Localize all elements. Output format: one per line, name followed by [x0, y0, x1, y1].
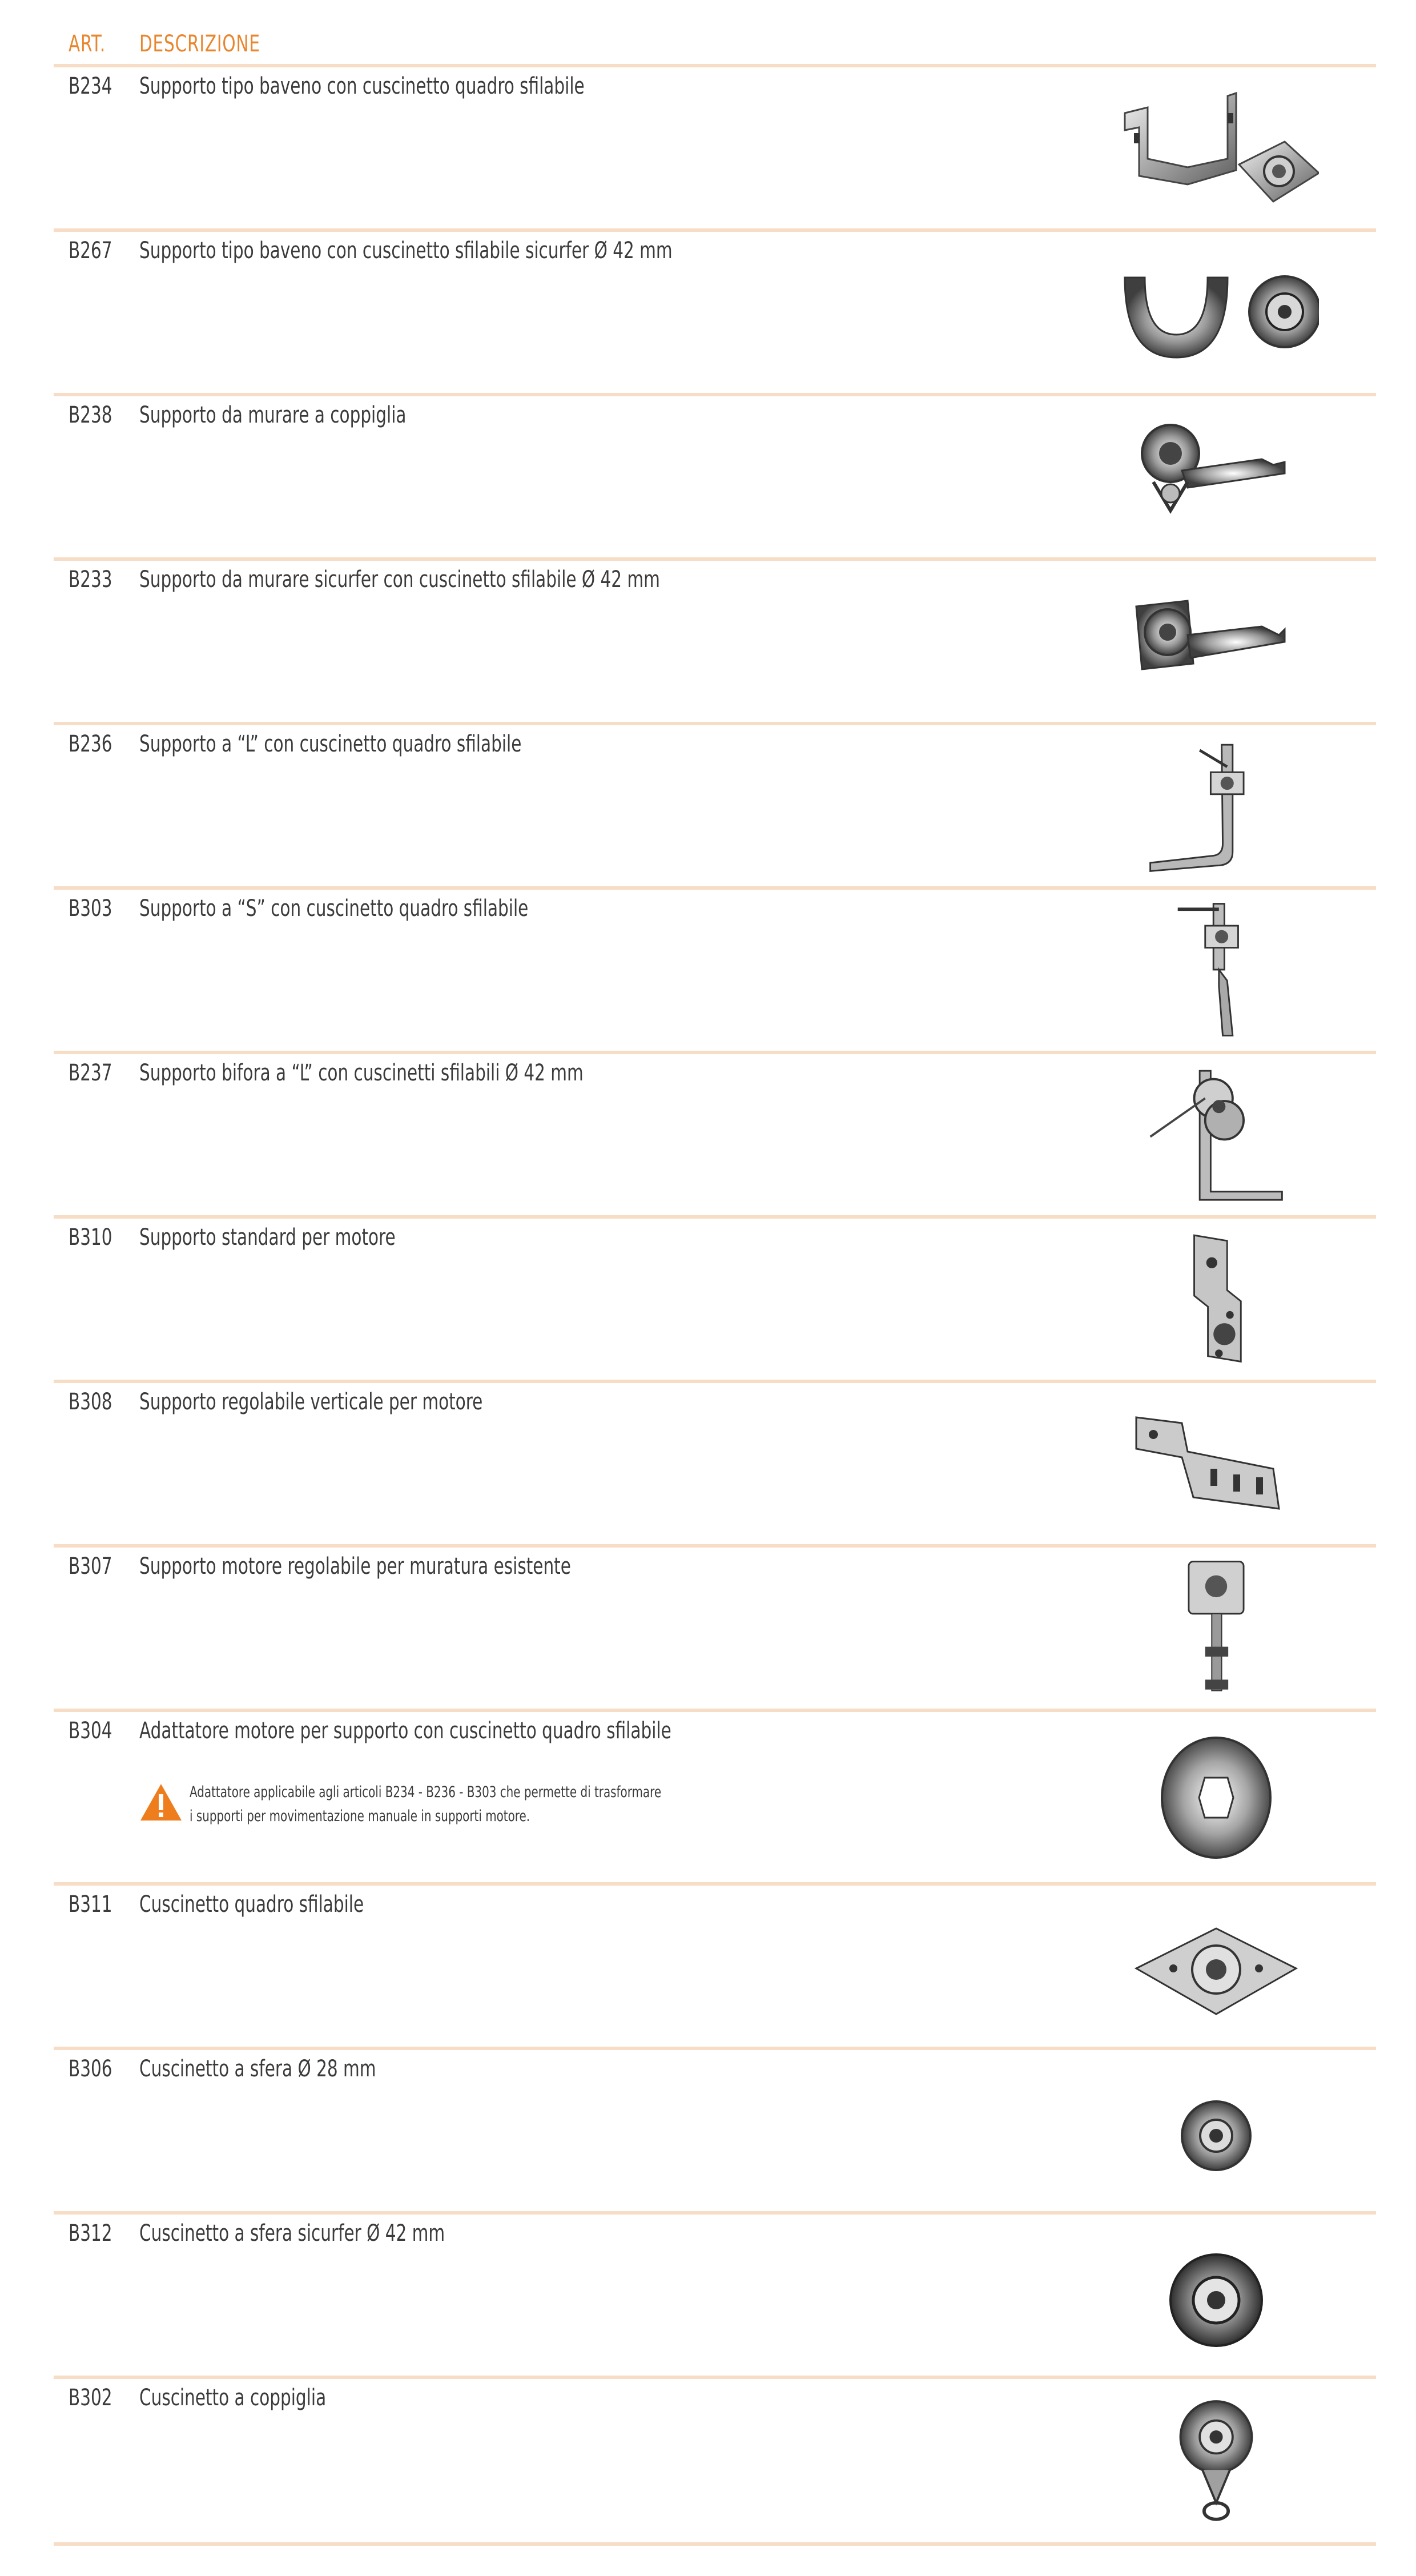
- motor-plate-icon: [1113, 1224, 1319, 1367]
- wall-support-sicurfer-icon: [1113, 572, 1319, 715]
- table-row: [54, 561, 1376, 725]
- article-description: Supporto da murare sicurfer con cuscinetto sfilabile Ø 42 mm: [139, 566, 660, 593]
- table-row: [54, 1886, 1376, 2050]
- article-code: B304: [69, 1718, 112, 1744]
- note-line-1: Adattatore applicabile agli articoli B234 - B236 - B303 che permette di trasformare: [190, 1783, 662, 1801]
- article-code: B234: [69, 73, 112, 99]
- table-row: [54, 1548, 1376, 1712]
- adjustable-motor-plate-icon: [1113, 1395, 1319, 1537]
- article-description: Cuscinetto a sfera sicurfer Ø 42 mm: [139, 2220, 445, 2247]
- note-line-2: i supporti per movimentazione manuale in supporti motore.: [190, 1807, 530, 1825]
- description-column-header: DESCRIZIONE: [139, 31, 260, 57]
- article-code: B267: [69, 238, 112, 264]
- wall-support-cotter-icon: [1113, 408, 1319, 550]
- article-description: Supporto a “S” con cuscinetto quadro sfilabile: [139, 895, 529, 922]
- article-description: Supporto bifora a “L” con cuscinetti sfilabili Ø 42 mm: [139, 1060, 584, 1086]
- article-description: Supporto standard per motore: [139, 1224, 396, 1251]
- article-description: Supporto tipo baveno con cuscinetto quadro sfilabile: [139, 73, 585, 99]
- warning-note: [139, 1781, 824, 1832]
- note-text: [190, 1781, 661, 1828]
- article-description: Supporto motore regolabile per muratura esistente: [139, 1553, 571, 1580]
- table-row: [54, 1054, 1376, 1219]
- cotter-bearing-icon: [1113, 2388, 1319, 2530]
- art-column-header: ART.: [69, 31, 106, 57]
- table-row: [54, 2379, 1376, 2546]
- double-l-bracket-icon: [1113, 1060, 1319, 1203]
- article-code: B238: [69, 402, 112, 428]
- s-bracket-icon: [1113, 898, 1319, 1041]
- table-row: [54, 1383, 1376, 1548]
- table-row: [54, 67, 1376, 232]
- article-code: B303: [69, 895, 112, 922]
- article-code: B236: [69, 731, 112, 757]
- article-code: B233: [69, 566, 112, 593]
- article-description: Supporto a “L” con cuscinetto quadro sfilabile: [139, 731, 522, 757]
- article-code: B306: [69, 2056, 112, 2082]
- motor-adapter-icon: [1113, 1726, 1319, 1869]
- table-row: [54, 2050, 1376, 2215]
- bracket-with-plate-icon: [1113, 73, 1319, 216]
- article-description: Cuscinetto a sfera Ø 28 mm: [139, 2056, 376, 2082]
- table-row: [54, 396, 1376, 561]
- table-row: [54, 1712, 1376, 1886]
- article-description: Supporto tipo baveno con cuscinetto sfilabile sicurfer Ø 42 mm: [139, 238, 673, 264]
- table-row: [54, 1219, 1376, 1383]
- article-code: B312: [69, 2220, 112, 2247]
- ball-bearing-small-icon: [1113, 2064, 1319, 2207]
- table-row: [54, 232, 1376, 396]
- warning-icon: [139, 1783, 183, 1822]
- article-code: B237: [69, 1060, 112, 1086]
- article-code: B310: [69, 1224, 112, 1251]
- article-code: B311: [69, 1891, 112, 1918]
- table-row: [54, 725, 1376, 890]
- article-description: Adattatore motore per supporto con cuscinetto quadro sfilabile: [139, 1718, 671, 1744]
- table-row: [54, 890, 1376, 1054]
- article-code: B307: [69, 1553, 112, 1580]
- article-description: Supporto regolabile verticale per motore: [139, 1389, 483, 1415]
- table-header: [54, 23, 1376, 67]
- article-code: B308: [69, 1389, 112, 1415]
- square-bearing-icon: [1113, 1900, 1319, 2043]
- horseshoe-bracket-icon: [1113, 243, 1319, 386]
- article-description: Cuscinetto quadro sfilabile: [139, 1891, 364, 1918]
- article-description: Supporto da murare a coppiglia: [139, 402, 407, 428]
- threaded-motor-support-icon: [1113, 1556, 1319, 1699]
- table-row: [54, 2215, 1376, 2379]
- article-description: Cuscinetto a coppiglia: [139, 2385, 327, 2411]
- ball-bearing-large-icon: [1113, 2229, 1319, 2372]
- article-code: B302: [69, 2385, 112, 2411]
- l-bracket-icon: [1113, 734, 1319, 877]
